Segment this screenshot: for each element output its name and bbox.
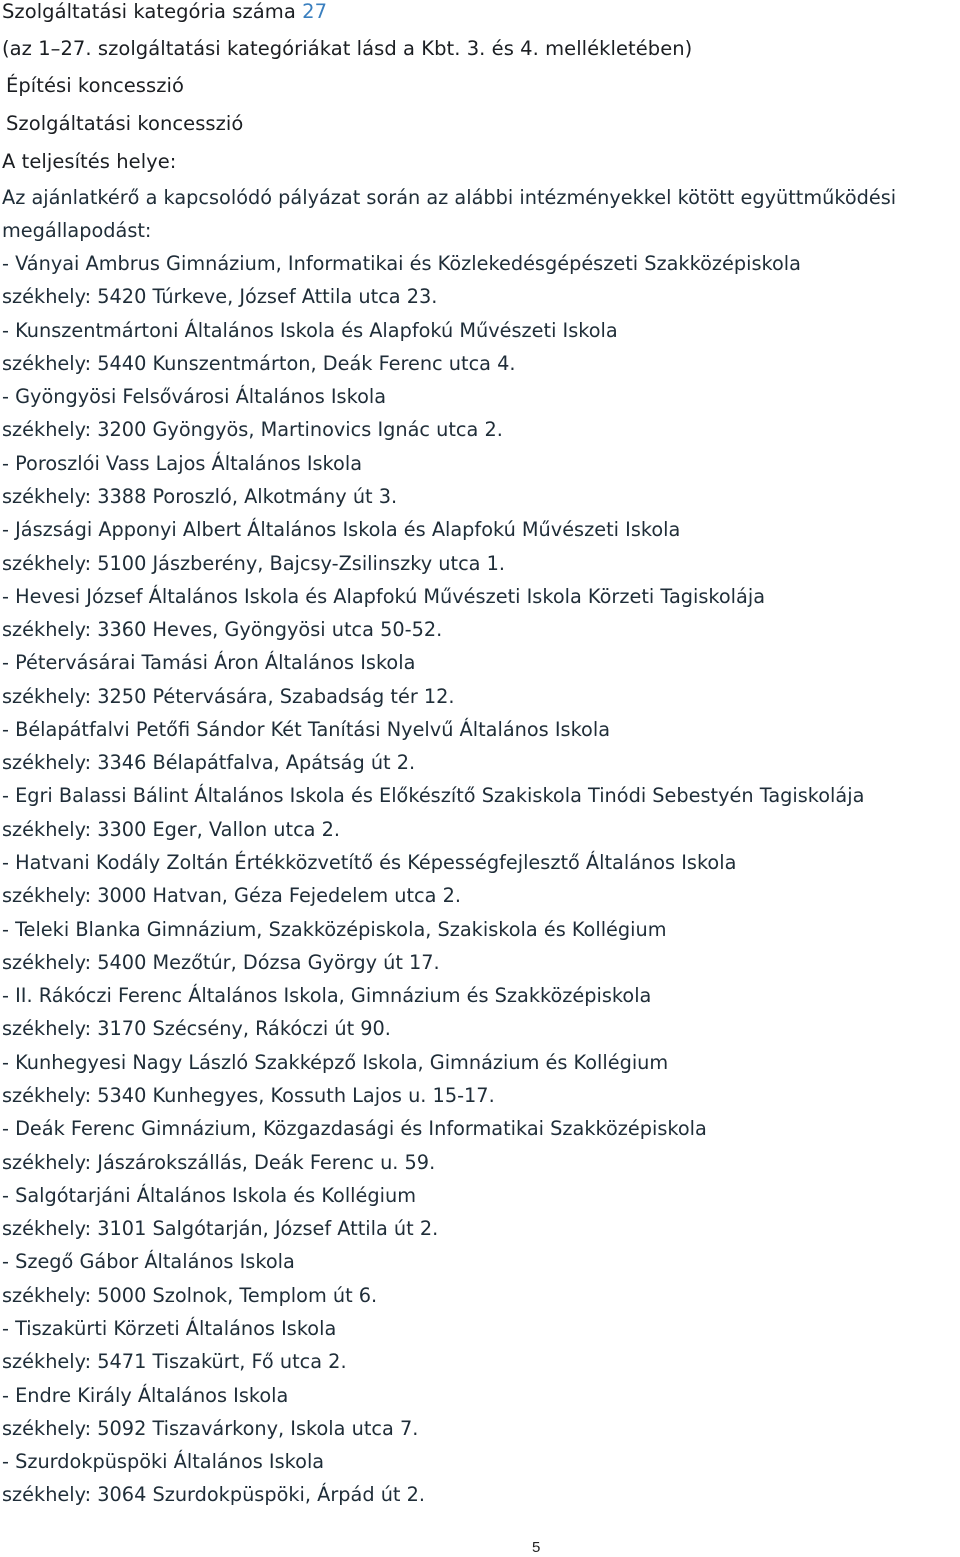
institution-name: - Deák Ferenc Gimnázium, Közgazdasági és Informatikai Szakközépiskola [2, 1117, 707, 1140]
institution-name: - Bélapátfalvi Petőfi Sándor Két Tanítási Nyelvű Általános Iskola [2, 718, 611, 741]
institution-name: - Ványai Ambrus Gimnázium, Informatikai és Közlekedésgépészeti Szakközépiskola [2, 252, 801, 275]
institution-address: székhely: 5000 Szolnok, Templom út 6. [2, 1284, 378, 1307]
institution-address: székhely: 3300 Eger, Vallon utca 2. [2, 818, 341, 841]
institution-name: - Salgótarjáni Általános Iskola és Kollégium [2, 1184, 417, 1207]
institution-address: székhely: 5092 Tiszavárkony, Iskola utca 7. [2, 1417, 419, 1440]
institution-name: - Teleki Blanka Gimnázium, Szakközépiskola, Szakiskola és Kollégium [2, 918, 667, 941]
institution-name: - Poroszlói Vass Lajos Általános Iskola [2, 452, 363, 475]
institution-name: - Hatvani Kodály Zoltán Értékközvetítő és Képességfejlesztő Általános Iskola [2, 851, 737, 874]
institution-address: székhely: 3360 Heves, Gyöngyösi utca 50-52. [2, 618, 443, 641]
institution-address: székhely: 3200 Gyöngyös, Martinovics Ignác utca 2. [2, 418, 503, 441]
institution-name: - II. Rákóczi Ferenc Általános Iskola, Gimnázium és Szakközépiskola [2, 984, 652, 1007]
institution-address: székhely: 3388 Poroszló, Alkotmány út 3. [2, 485, 398, 508]
institution-address: székhely: 5400 Mezőtúr, Dózsa György út 17. [2, 951, 440, 974]
institution-name: - Gyöngyösi Felsővárosi Általános Iskola [2, 385, 387, 408]
institution-address: székhely: 5471 Tiszakürt, Fő utca 2. [2, 1350, 347, 1373]
institution-address: székhely: 3250 Pétervására, Szabadság tér 12. [2, 685, 455, 708]
institution-name: - Kunhegyesi Nagy László Szakképző Iskola, Gimnázium és Kollégium [2, 1051, 669, 1074]
institution-name: - Kunszentmártoni Általános Iskola és Alapfokú Művészeti Iskola [2, 319, 618, 342]
institution-address: székhely: Jászárokszállás, Deák Ferenc u. 59. [2, 1151, 436, 1174]
intro-text-line: Az ajánlatkérő a kapcsolódó pályázat során az alábbi intézményekkel kötött együttműködési [2, 186, 897, 209]
institution-address: székhely: 5100 Jászberény, Bajcsy-Zsilinszky utca 1. [2, 552, 506, 575]
institution-address: székhely: 3000 Hatvan, Géza Fejedelem utca 2. [2, 884, 461, 907]
institution-address: székhely: 5340 Kunhegyes, Kossuth Lajos u. 15-17. [2, 1084, 495, 1107]
institution-name: - Szurdokpüspöki Általános Iskola [2, 1450, 325, 1473]
place-of-performance-label: A teljesítés helye: [2, 150, 177, 173]
option-service-concession: Szolgáltatási koncesszió [6, 112, 244, 135]
institution-address: székhely: 3101 Salgótarján, József Attila út 2. [2, 1217, 439, 1240]
institution-address: székhely: 3064 Szurdokpüspöki, Árpád út 2. [2, 1483, 426, 1506]
option-construction-concession: Építési koncesszió [6, 74, 184, 97]
category-label: Szolgáltatási kategória száma [2, 0, 296, 23]
intro-text-line: megállapodást: [2, 219, 152, 242]
category-note: (az 1–27. szolgáltatási kategóriákat lásd a Kbt. 3. és 4. mellékletében) [2, 37, 693, 60]
institution-address: székhely: 5440 Kunszentmárton, Deák Ferenc utca 4. [2, 352, 516, 375]
institution-address: székhely: 3346 Bélapátfalva, Apátság út 2. [2, 751, 416, 774]
institution-name: - Jászsági Apponyi Albert Általános Iskola és Alapfokú Művészeti Iskola [2, 518, 681, 541]
institution-name: - Pétervásárai Tamási Áron Általános Iskola [2, 651, 416, 674]
page-number: 5 [532, 1539, 541, 1556]
category-line [2, 0, 327, 23]
institution-name: - Egri Balassi Bálint Általános Iskola és Előkészítő Szakiskola Tinódi Sebestyén Tagiskolája [2, 784, 865, 807]
institution-name: - Tiszakürti Körzeti Általános Iskola [2, 1317, 337, 1340]
institution-address: székhely: 5420 Túrkeve, József Attila utca 23. [2, 285, 438, 308]
institution-address: székhely: 3170 Szécsény, Rákóczi út 90. [2, 1017, 391, 1040]
category-number: 27 [302, 0, 328, 23]
institution-name: - Hevesi József Általános Iskola és Alapfokú Művészeti Iskola Körzeti Tagiskolája [2, 585, 766, 608]
institution-name: - Endre Király Általános Iskola [2, 1384, 289, 1407]
institution-name: - Szegő Gábor Általános Iskola [2, 1250, 295, 1273]
